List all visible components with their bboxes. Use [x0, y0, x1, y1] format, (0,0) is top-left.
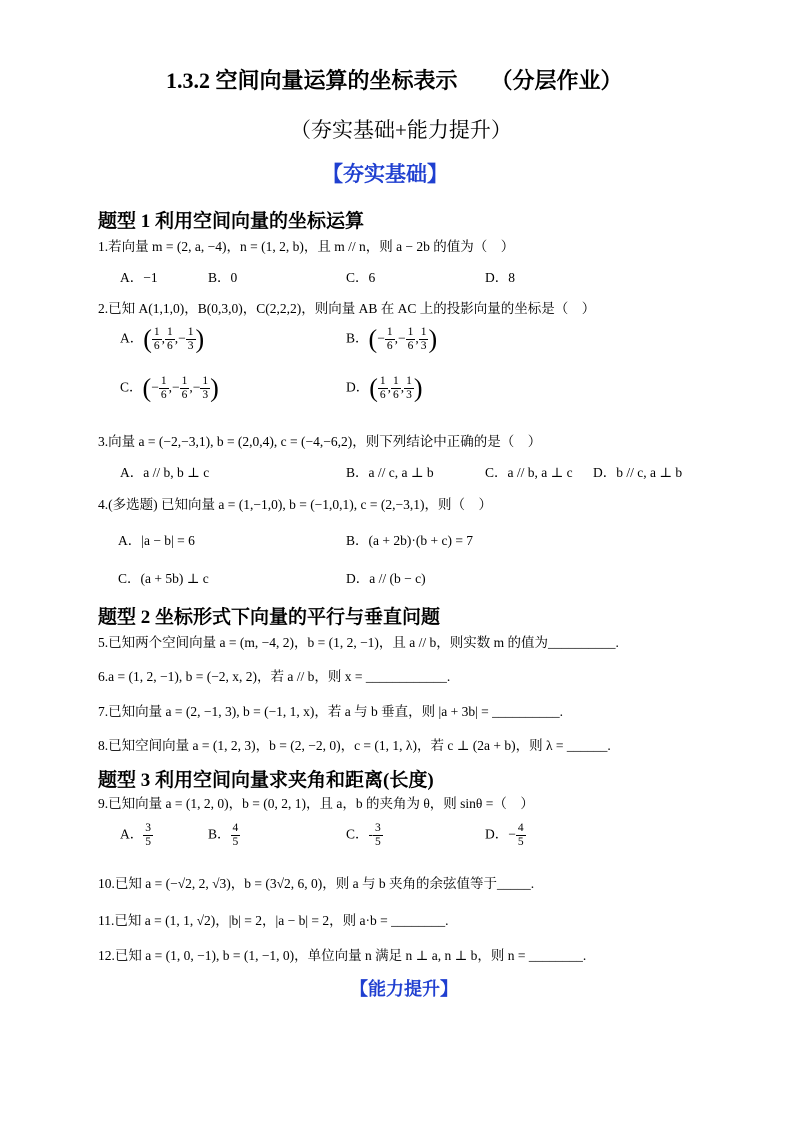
- question-1: 1.若向量 m = (2, a, −4)，n = (1, 2, b)，且 m // n，则 a − 2b 的值为（ ）: [98, 239, 515, 254]
- question-6: 6.a = (1, 2, −1), b = (−2, x, 2)，若 a // b，则 x = ____________.: [98, 669, 451, 684]
- q4-option-b: B．(a + 2b)·(b + c) = 7: [346, 533, 474, 548]
- question-10: 10.已知 a = (−√2, 2, √3)，b = (3√2, 6, 0)，则 a 与 b 夹角的余弦值等于_____.: [98, 876, 535, 891]
- q2-option-d-label: D．: [346, 379, 370, 395]
- q3-option-c: C．a // b, a ⊥ c: [485, 465, 573, 480]
- q1-option-b: B．0: [208, 270, 238, 285]
- question-4: 4.(多选题) 已知向量 a = (1,−1,0), b = (−1,0,1), c = (2,−3,1)，则（ ）: [98, 497, 493, 512]
- q2-option-a: A．( $\frac{1}{6}$ , $\frac{1}{6}$ ,− $\frac{1}{3}$ ): [120, 324, 205, 354]
- q9-option-c: [346, 822, 383, 849]
- fraction: $\frac{3}{5}$: [375, 822, 381, 848]
- topic-heading-2: 题型 2 坐标形式下向量的平行与垂直问题: [98, 607, 441, 628]
- question-8: 8.已知空间向量 a = (1, 2, 3)，b = (2, −2, 0)，c = (1, 1, λ)，若 c ⊥ (2a + b)，则 λ = ______.: [98, 738, 611, 753]
- fraction: $\frac{3}{5}$: [145, 822, 151, 848]
- q2-option-b: B．(− $\frac{1}{6}$ ,− $\frac{1}{6}$ , $\frac{1}{3}$ ): [346, 324, 438, 354]
- section-basic: 【夯实基础】: [322, 162, 448, 186]
- fraction: $\frac{1}{6}$: [393, 375, 399, 401]
- q3-option-b: B．a // c, a ⊥ b: [346, 465, 434, 480]
- question-12: 12.已知 a = (1, 0, −1), b = (1, −1, 0)，单位向量 n 满足 n ⊥ a, n ⊥ b，则 n = ________.: [98, 948, 587, 963]
- fraction: $\frac{1}{3}$: [420, 326, 427, 352]
- topic-heading-1: 题型 1 利用空间向量的坐标运算: [98, 211, 365, 232]
- fraction: $\frac{4}{5}$: [517, 822, 524, 848]
- fraction: $\frac{1}{3}$: [406, 375, 412, 401]
- question-5: 5.已知两个空间向量 a = (m, −4, 2)，b = (1, 2, −1)，且 a // b，则实数 m 的值为__________.: [98, 635, 619, 650]
- q4-option-a: A．|a − b| = 6: [118, 533, 195, 548]
- fraction: $\frac{4}{5}$: [232, 822, 239, 848]
- q4-option-d: D．a // (b − c): [346, 571, 426, 586]
- fraction: $\frac{1}{6}$: [160, 375, 167, 401]
- question-9: 9.已知向量 a = (1, 2, 0)，b = (0, 2, 1)，且 a，b 的夹角为 θ，则 sinθ =（ ）: [98, 796, 534, 811]
- question-7: 7.已知向量 a = (2, −1, 3), b = (−1, 1, x)，若 a 与 b 垂直，则 |a + 3b| = __________.: [98, 704, 564, 719]
- q3-option-a: A．a // b, b ⊥ c: [120, 465, 210, 480]
- q9-option-d-label: D．−: [485, 826, 516, 842]
- topic-heading-3: 题型 3 利用空间向量求夹角和距离(长度): [98, 770, 434, 791]
- q9-option-a-label: A．: [120, 826, 144, 842]
- q1-option-c: C．6: [346, 270, 376, 285]
- q2-option-c-label: C．: [120, 379, 143, 395]
- q1-option-d: D．8: [485, 270, 515, 285]
- q4-option-c: C．(a + 5b) ⊥ c: [118, 571, 209, 586]
- q2-option-a-label: A．: [120, 330, 144, 346]
- fraction: $\frac{1}{6}$: [181, 375, 188, 401]
- q2-option-c: C．(− $\frac{1}{6}$ ,− $\frac{1}{6}$ ,− $\frac{1}{3}$ ): [120, 373, 219, 403]
- q9-option-d: [485, 822, 526, 849]
- fraction: $\frac{1}{6}$: [386, 326, 393, 352]
- q9-option-b: [208, 822, 240, 849]
- fraction: $\frac{1}{6}$: [379, 375, 386, 401]
- question-11: 11.已知 a = (1, 1, √2)，|b| = 2，|a − b| = 2，则 a·b = ________.: [98, 913, 449, 928]
- section-advanced: 【能力提升】: [350, 979, 458, 999]
- q2-option-b-label: B．: [346, 330, 369, 346]
- fraction: $\frac{1}{6}$: [407, 326, 414, 352]
- q1-option-a: A．−1: [120, 270, 158, 285]
- q9-option-a: [120, 822, 153, 849]
- page-title: 1.3.2 空间向量运算的坐标表示 （分层作业）: [166, 68, 623, 93]
- q3-option-d: D．b // c, a ⊥ b: [593, 465, 683, 480]
- q2-option-d: D．( $\frac{1}{6}$ , $\frac{1}{6}$ , $\frac{1}{3}$ ): [346, 373, 423, 403]
- page-subtitle: （夯实基础+能力提升）: [290, 118, 512, 142]
- fraction: $\frac{1}{3}$: [187, 326, 194, 352]
- q9-option-b-label: B．: [208, 826, 231, 842]
- fraction: $\frac{1}{6}$: [167, 326, 173, 352]
- question-3: 3.向量 a = (−2,−3,1), b = (2,0,4), c = (−4,−6,2)，则下列结论中正确的是（ ）: [98, 434, 542, 449]
- fraction: $\frac{1}{3}$: [202, 375, 209, 401]
- fraction: $\frac{1}{6}$: [153, 326, 160, 352]
- question-2: 2.已知 A(1,1,0)，B(0,3,0)，C(2,2,2)，则向量 AB 在 AC 上的投影向量的坐标是（ ）: [98, 301, 596, 316]
- q9-option-c-label: C．-: [346, 826, 373, 842]
